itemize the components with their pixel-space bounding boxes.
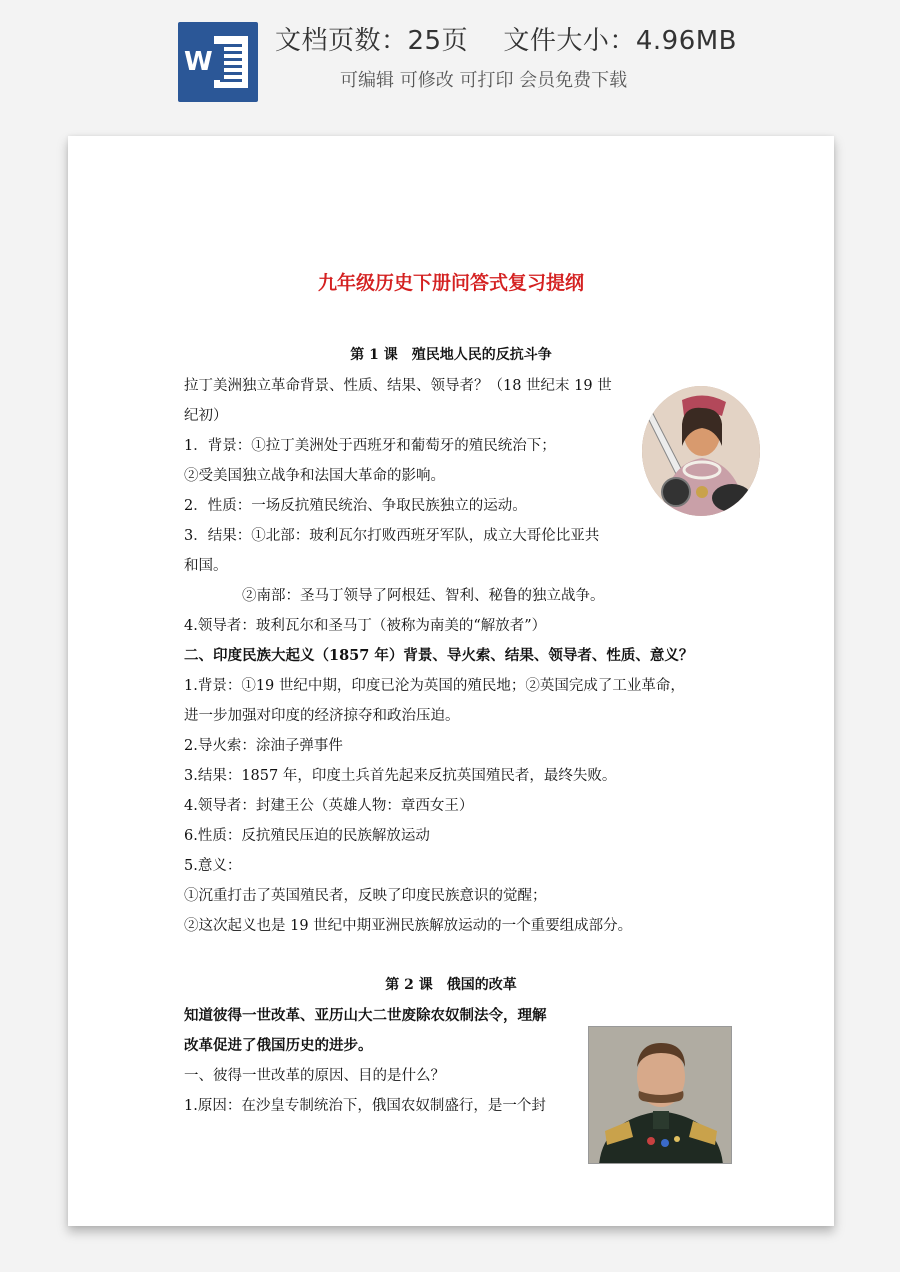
text-line: 2．性质：一场反抗殖民统治、争取民族独立的运动。 [184, 498, 527, 514]
text-line: 1.背景：①19 世纪中期，印度已沦为英国的殖民地；②英国完成了工业革命， [184, 678, 685, 694]
rani-portrait-image [642, 386, 760, 516]
text-line: 纪初） [184, 408, 228, 424]
text-line: ②受美国独立战争和法国大革命的影响。 [184, 468, 445, 484]
text-line: 1．背景：①拉丁美洲处于西班牙和葡萄牙的殖民统治下； [184, 438, 556, 454]
text-line: ②这次起义也是 19 世纪中期亚洲民族解放运动的一个重要组成部分。 [184, 918, 633, 934]
text-line: 3.结果：1857 年，印度土兵首先起来反抗英国殖民者，最终失败。 [184, 768, 617, 784]
word-letter: W [184, 44, 224, 80]
text-line: 3．结果：①北部：玻利瓦尔打败西班牙军队，成立大哥伦比亚共 [184, 528, 600, 544]
document-title: 九年级历史下册问答式复习提纲 [317, 272, 584, 294]
lesson-2-heading: 第 2 课 俄国的改革 [385, 977, 517, 993]
text-line: 4.领导者：封建王公（英雄人物：章西女王） [184, 798, 474, 814]
text-line: 一、彼得一世改革的原因、目的是什么？ [184, 1068, 445, 1084]
file-features-subtitle: 可编辑 可修改 可打印 会员免费下载 [340, 70, 628, 91]
text-line: 1.原因：在沙皇专制统治下，俄国农奴制盛行，是一个封 [184, 1098, 546, 1114]
lesson-1-heading: 第 1 课 殖民地人民的反抗斗争 [350, 347, 552, 363]
download-banner [0, 0, 900, 110]
text-line: 4.领导者：玻利瓦尔和圣马丁（被称为南美的“解放者”） [184, 618, 547, 634]
text-line: 2.导火索：涂油子弹事件 [184, 738, 343, 754]
word-document-icon [178, 22, 258, 102]
document-page [68, 136, 834, 1226]
text-line: 拉丁美洲独立革命背景、性质、结果、领导者？（18 世纪末 19 世 [184, 378, 612, 394]
alexander-portrait-image [588, 1026, 732, 1164]
text-line: 和国。 [184, 558, 228, 574]
text-line: ②南部：圣马丁领导了阿根廷、智利、秘鲁的独立战争。 [184, 588, 605, 604]
text-line: 5.意义： [184, 858, 242, 874]
file-info-title: 文档页数：25页 文件大小：4.96MB [275, 26, 738, 56]
text-line: 进一步加强对印度的经济掠夺和政治压迫。 [184, 708, 460, 724]
text-line: 6.性质：反抗殖民压迫的民族解放运动 [184, 828, 430, 844]
section-heading: 二、印度民族大起义（1857 年）背景、导火索、结果、领导者、性质、意义？ [184, 647, 694, 664]
text-line: 知道彼得一世改革、亚历山大二世废除农奴制法令，理解 [184, 1007, 547, 1024]
text-line: ①沉重打击了英国殖民者，反映了印度民族意识的觉醒； [184, 888, 547, 904]
text-line: 改革促进了俄国历史的进步。 [184, 1037, 373, 1054]
